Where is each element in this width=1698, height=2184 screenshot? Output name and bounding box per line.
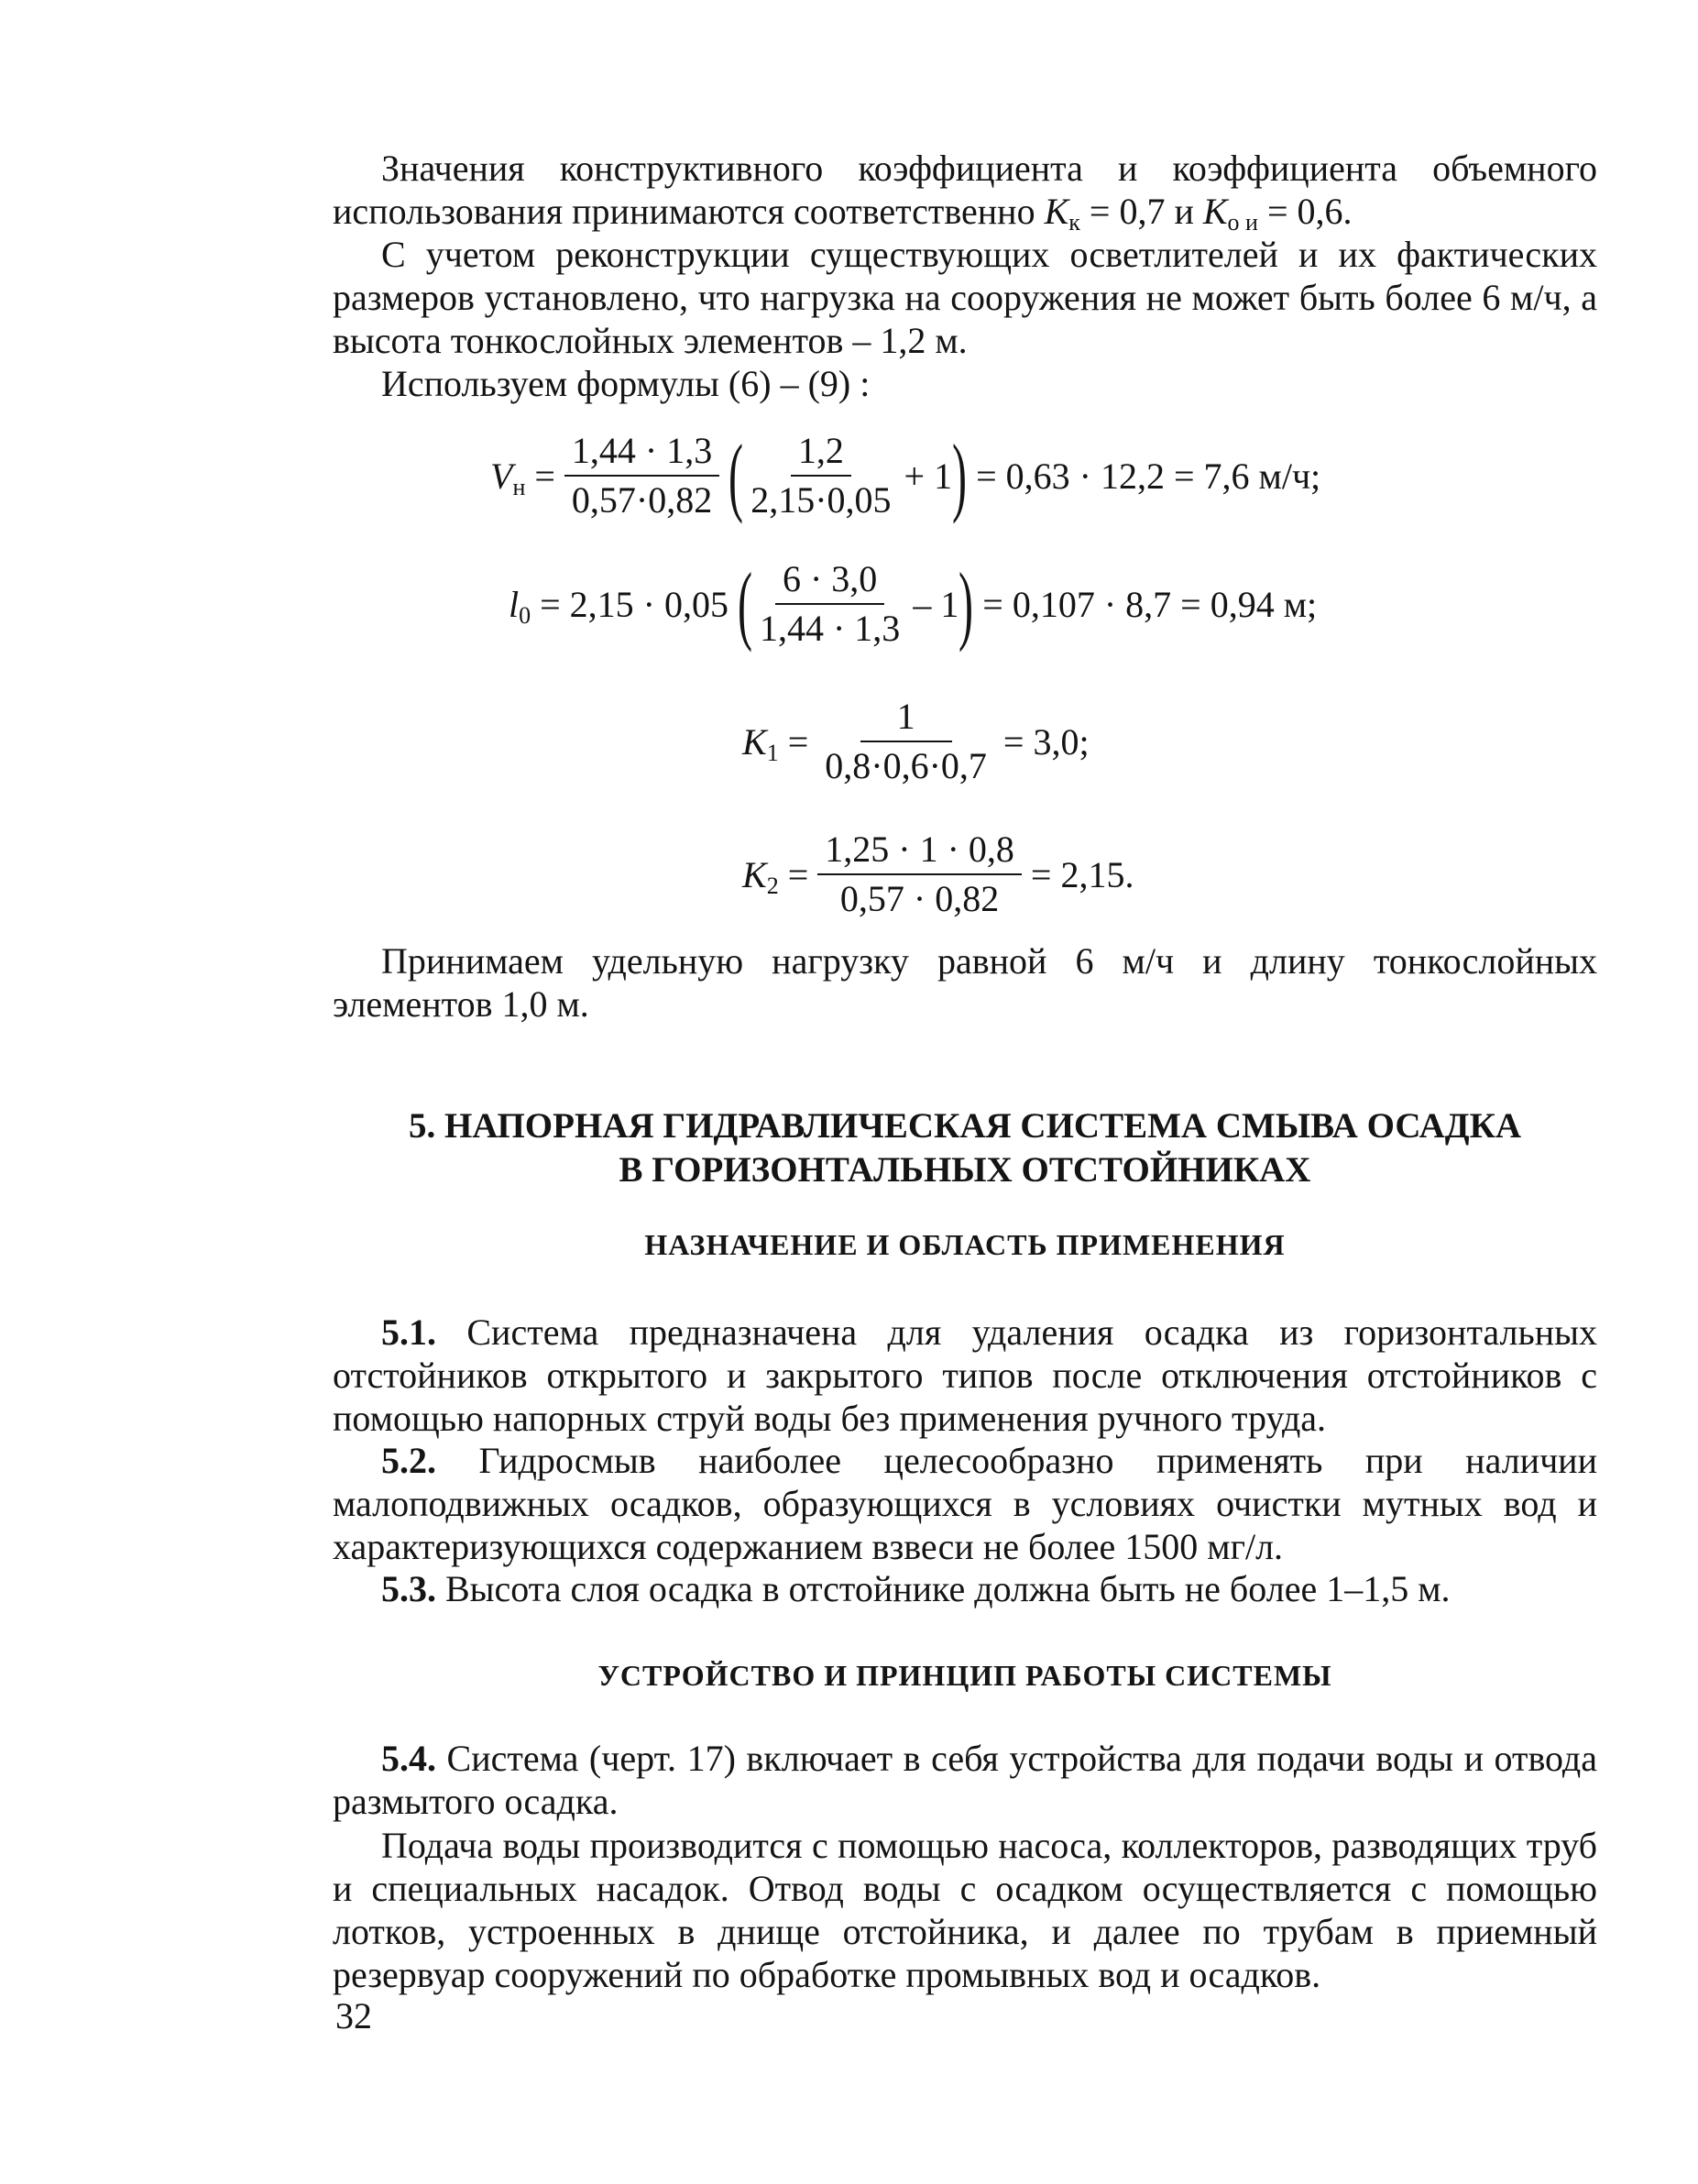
- intro-paragraph-reconstruction: С учетом реконструкции существующих осветлителей и их фактических размеров установлено, что нагрузка на сооружения не может быть более 6 м/ч, а высота тонкослойных элементов – 1,2 м.: [333, 234, 1597, 361]
- fraction: $\frac{1,44 \cdot 1,3}{0,57\cdot 0,82}$: [564, 431, 719, 521]
- ko-symbol: K: [1202, 191, 1228, 232]
- paragraph-water-supply: Подача воды производится с помощью насоса, коллекторов, разводящих труб и специальных насадок. Отвод воды с осадком осуществляется с помощью лотков, устроенных в днище отстойника, и далее по трубам в приемный резервуар сооружений по обработке промывных вод и осадков.: [333, 1825, 1597, 1995]
- subsection-title-purpose: НАЗНАЧЕНИЕ И ОБЛАСТЬ ПРИМЕНЕНИЯ: [644, 1228, 1286, 1261]
- intro-paragraph-coefficients: Значения конструктивного коэффициента и коэффициента объемного использования принимаются соответственно $K_к = 0,7$ и $K_{о и} = 0,6$.: [333, 148, 1597, 236]
- fraction: $\frac{1}{0,8\cdot 0,6\cdot 0,7}$: [825, 696, 987, 786]
- accept-paragraph: Принимаем удельную нагрузку равной 6 м/ч и длину тонкослойных элементов 1,0 м.: [333, 940, 1597, 1025]
- fraction: $\frac{1,25 \cdot 1 \cdot 0,8}{0,57 \cdot 0,82}$: [817, 829, 1022, 919]
- paragraph-5-2: 5.2. Гидросмыв наиболее целесообразно применять при наличии малоподвижных осадков, образующихся в условиях очистки мутных вод и характеризующихся содержанием взвеси не более 1500 мг/л.: [333, 1440, 1597, 1567]
- fraction: $\frac{1,2}{2,15\cdot 0,05}$: [750, 430, 892, 521]
- fraction: $\frac{6 \cdot 3,0}{1,44 \cdot 1,3}$: [759, 558, 901, 649]
- parenthesized-group: ( $\frac{1,2}{2,15\cdot 0,05}$ + 1 ): [728, 426, 968, 524]
- formula-vn: $V_н$ = $\frac{1,44 \cdot 1,3}{0,57\cdot 0,82}$ ( $\frac{1,2}{2,15\cdot 0,05}$ + 1 ) = 0,63 · 12,2 = 7,6 м/ч;: [490, 426, 1321, 524]
- parenthesized-group: ( $\frac{6 \cdot 3,0}{1,44 \cdot 1,3}$ – 1 ): [738, 554, 974, 653]
- intro-paragraph-formulas-ref: Используем формулы (6) – (9) :: [381, 363, 871, 404]
- formula-l0: $l_0$ = 2,15 · 0,05 ( $\frac{6 \cdot 3,0}{1,44 \cdot 1,3}$ – 1 ) = 0,107 · 8,7 = 0,94 м;: [509, 554, 1318, 653]
- paragraph-5-1: 5.1. Система предназначена для удаления осадка из горизонтальных отстойников открытого и закрытого типов после отключения отстойников с помощью напорных струй воды без применения ручного труда.: [333, 1311, 1598, 1439]
- formula-k1: $K_1$ = $\frac{1}{0,8\cdot 0,6\cdot 0,7}$ = 3,0;: [742, 696, 1090, 786]
- kk-symbol: K: [1044, 191, 1069, 232]
- formula-k2: $K_2$ = $\frac{1,25 \cdot 1 \cdot 0,8}{0,57 \cdot 0,82}$ = 2,15.: [742, 829, 1134, 919]
- paragraph-5-3: 5.3. Высота слоя осадка в отстойнике должна быть не более 1–1,5 м.: [381, 1568, 1451, 1609]
- paragraph-5-4: 5.4. Система (черт. 17) включает в себя устройства для подачи воды и отвода размытого осадка.: [333, 1738, 1598, 1822]
- page-number: 32: [335, 1995, 372, 2036]
- section-title: 5. НАПОРНАЯ ГИДРАВЛИЧЕСКАЯ СИСТЕМА СМЫВА ОСАДКА В ГОРИЗОНТАЛЬНЫХ ОТСТОЙНИКАХ: [408, 1106, 1522, 1190]
- subsection-title-device: УСТРОЙСТВО И ПРИНЦИП РАБОТЫ СИСТЕМЫ: [597, 1659, 1332, 1692]
